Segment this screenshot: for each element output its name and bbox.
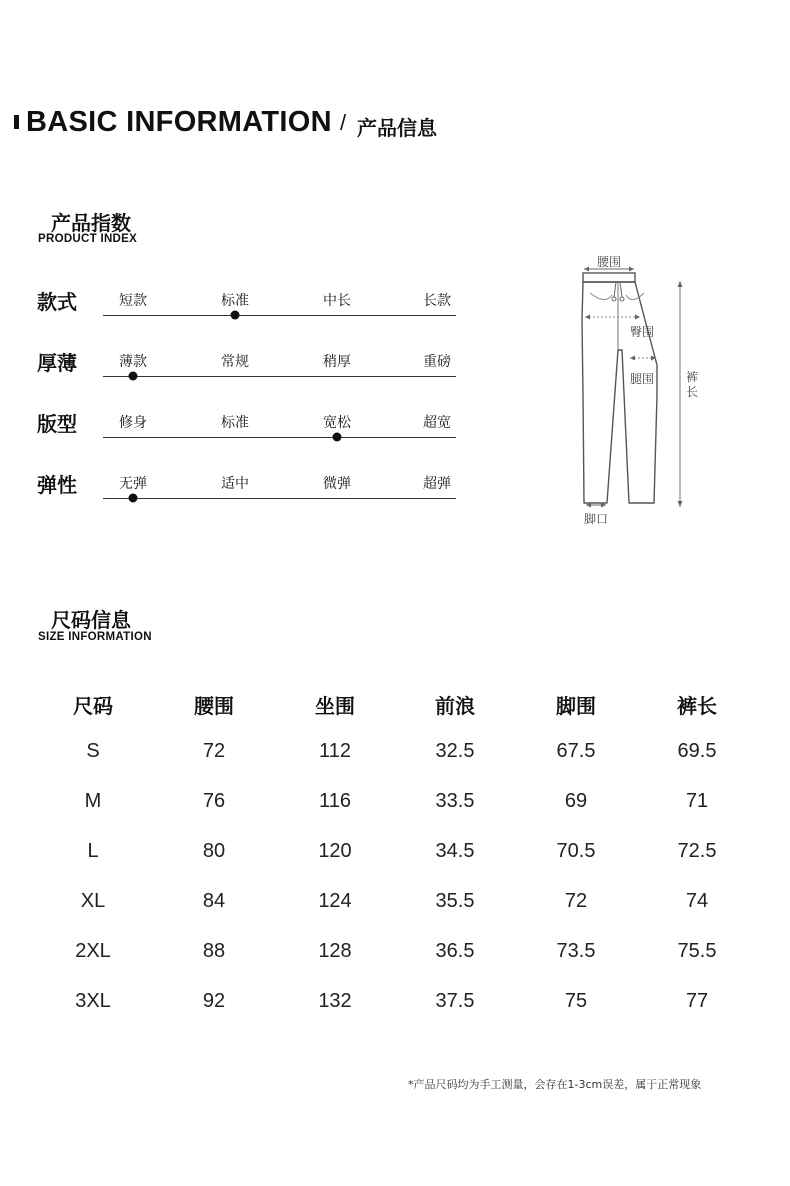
index-option: 长款: [423, 293, 451, 309]
index-option: 稍厚: [323, 354, 351, 370]
pants-diagram: [560, 245, 720, 530]
size-table-cell: 69.5: [677, 740, 717, 762]
index-row-label: 款式: [37, 290, 77, 314]
size-table-cell: 75: [564, 990, 588, 1012]
size-table-cell: 76: [202, 790, 226, 812]
size-table-cell: L: [87, 840, 99, 862]
size-table-cell: 77: [685, 990, 709, 1012]
size-table-cell: 36.5: [435, 940, 475, 962]
index-option: 常规: [221, 354, 249, 370]
product-index-title: 产品指数: [51, 211, 131, 235]
index-selected-marker: [333, 433, 342, 442]
index-option: 薄款: [119, 354, 147, 370]
index-row-label: 版型: [37, 412, 77, 436]
size-table-cell: 73.5: [556, 940, 596, 962]
header-title-en: BASIC INFORMATION: [26, 106, 332, 138]
size-table-cell: 88: [202, 940, 226, 962]
index-scale-line: [103, 376, 456, 377]
size-table-cell: 132: [318, 990, 352, 1012]
pants-outline: [582, 282, 657, 503]
header-marker: [14, 115, 19, 129]
size-table-header: 裤长: [677, 694, 717, 718]
size-table-cell: S: [86, 740, 100, 762]
size-table-cell: 3XL: [75, 990, 111, 1012]
size-table-cell: 67.5: [556, 740, 596, 762]
size-table-cell: 71: [685, 790, 709, 812]
index-option: 中长: [323, 293, 351, 309]
index-selected-marker: [129, 372, 138, 381]
size-table-cell: 75.5: [677, 940, 717, 962]
index-option: 超弹: [423, 476, 451, 492]
size-table-cell: 72: [202, 740, 226, 762]
size-table-cell: 74: [685, 890, 709, 912]
size-table-cell: 120: [318, 840, 352, 862]
size-table-cell: 128: [318, 940, 352, 962]
size-table-header: 尺码: [73, 694, 113, 718]
size-table-header: 脚围: [556, 694, 596, 718]
size-table-cell: 80: [202, 840, 226, 862]
header-title-cn: 产品信息: [357, 116, 437, 140]
diagram-label-hem: 脚口: [584, 512, 609, 526]
index-selected-marker: [231, 311, 240, 320]
size-table-cell: 37.5: [435, 990, 475, 1012]
diagram-label-length-2: 长: [686, 385, 699, 399]
index-option: 无弹: [119, 476, 147, 492]
index-option: 短款: [119, 293, 147, 309]
header-separator: /: [340, 110, 347, 135]
index-option: 重磅: [423, 354, 451, 370]
size-table-cell: 116: [319, 790, 351, 812]
size-table-cell: 35.5: [435, 890, 475, 912]
size-table-header: 坐围: [315, 694, 355, 718]
size-info-subtitle: SIZE INFORMATION: [38, 631, 152, 643]
size-table-header: 腰围: [194, 694, 234, 718]
size-table-cell: 69: [564, 790, 588, 812]
index-option: 超宽: [423, 415, 451, 431]
size-info-title: 尺码信息: [51, 608, 131, 632]
diagram-label-waist: 腰围: [596, 255, 622, 269]
size-table-cell: 72.5: [677, 840, 717, 862]
size-table-cell: XL: [80, 890, 106, 912]
index-scale-line: [103, 498, 456, 499]
size-table-header: 前浪: [435, 694, 475, 718]
size-table-cell: M: [84, 790, 102, 812]
index-option: 标准: [221, 415, 249, 431]
diagram-label-thigh: 腿围: [630, 372, 655, 386]
size-table-cell: 124: [318, 890, 352, 912]
index-option: 微弹: [323, 476, 351, 492]
index-row-label: 弹性: [37, 473, 77, 497]
index-option: 修身: [119, 415, 147, 431]
size-table-cell: 34.5: [435, 840, 475, 862]
product-index-subtitle: PRODUCT INDEX: [38, 233, 138, 245]
index-scale-line: [103, 437, 456, 438]
size-table-cell: 70.5: [556, 840, 596, 862]
size-table-cell: 2XL: [75, 940, 111, 962]
measurement-footnote: *产品尺码均为手工测量，会存在1-3cm误差，属于正常现象: [408, 1078, 702, 1091]
size-table-cell: 112: [319, 740, 351, 762]
diagram-label-length-1: 裤: [686, 370, 699, 384]
size-table-cell: 33.5: [435, 790, 475, 812]
index-scale-line: [103, 315, 456, 316]
index-option: 宽松: [323, 415, 351, 431]
size-table-cell: 84: [202, 890, 226, 912]
index-option: 标准: [221, 293, 249, 309]
index-selected-marker: [129, 494, 138, 503]
index-option: 适中: [221, 476, 249, 492]
size-table-cell: 32.5: [435, 740, 475, 762]
diagram-label-hip: 臀围: [630, 325, 655, 339]
index-row-label: 厚薄: [37, 351, 77, 375]
size-table-cell: 72: [564, 890, 588, 912]
size-table-cell: 92: [202, 990, 226, 1012]
